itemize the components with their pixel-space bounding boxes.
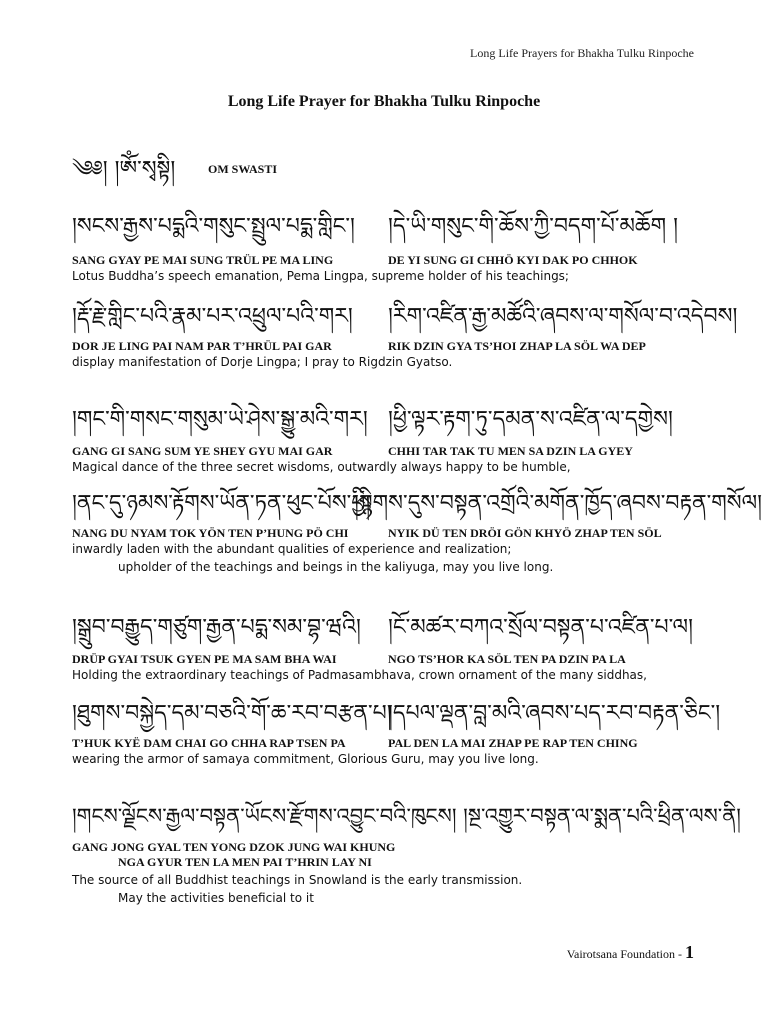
tibetan-right: །དེ་ཡི་གསུང་གི་ཆོས་ཀྱི་བདག་པོ་མཆོག །: [388, 214, 678, 239]
roman-left: DOR JE LING PAI NAM PAR T’HRÜL PAI GAR: [72, 339, 332, 353]
roman-right: NGO TS’HOR KA SÖL TEN PA DZIN PA LA: [388, 652, 626, 666]
tibetan-left: །སངས་རྒྱས་པདྨའི་གསུང་སྤྲུལ་པདྨ་གླིང་།: [72, 214, 355, 239]
roman-left: SANG GYAY PE MAI SUNG TRÜL PE MA LING: [72, 253, 334, 267]
opening-roman: OM SWASTI: [208, 162, 278, 176]
roman-right: RIK DZIN GYA TS’HOI ZHAP LA SÖL WA DEP: [388, 339, 646, 353]
translation-line: upholder of the teachings and beings in the kaliyuga, may you live long.: [118, 560, 554, 574]
tibetan-left: །གང་གི་གསང་གསུམ་ཡེ་ཤེས་སྒྱུ་མའི་གར།: [72, 407, 368, 432]
tibetan-left: །ཐུགས་བསྐྱེད་དམ་བཅའི་གོ་ཆ་རབ་བརྩན་པ།: [72, 701, 392, 726]
page-footer: [567, 942, 694, 963]
running-header: Long Life Prayers for Bhakha Tulku Rinpoche: [470, 46, 694, 60]
roman-left: DRÜP GYAI TSUK GYEN PE MA SAM BHA WAI: [72, 652, 337, 666]
roman-right: DE YI SUNG GI CHHÖ KYI DAK PO CHHOK: [388, 253, 638, 267]
verse-block: [72, 802, 741, 912]
verse-block: [72, 700, 721, 766]
page-title: Long Life Prayer for Bhakha Tulku Rinpoche: [227, 93, 541, 110]
footer-label: Vairotsana Foundation -: [566, 947, 682, 961]
opening-tibetan: ༄༅། །ཨོཾ་སྭསྟི།: [72, 157, 176, 182]
tibetan-left: །སྒྲུབ་བརྒྱུད་གཙུག་རྒྱན་པདྨ་སམ་བྷ་ཝའི།: [72, 615, 361, 640]
roman-left: NANG DU NYAM TOK YÖN TEN P’HUNG PÖ CHI: [72, 526, 349, 540]
verse-block: [72, 303, 738, 369]
verse-block: [72, 614, 712, 682]
roman-left: GANG GI SANG SUM YE SHEY GYU MAI GAR: [72, 444, 333, 458]
tibetan-right: །དཔལ་ལྡན་བླ་མའི་ཞབས་པད་རབ་བརྟན་ཅིང་།: [388, 701, 721, 726]
roman-right: NYIK DÜ TEN DRÖI GÖN KHYÖ ZHAP TEN SÖL: [388, 526, 662, 540]
tibetan-line: །གངས་ལྗོངས་རྒྱལ་བསྟན་ཡོངས་རྫོགས་འབྱུང་བའི་ཁུངས། །སྔ་འགྱུར་བསྟན་ལ་སྨན་པའི་ཕྲིན་ལས་ནི།: [72, 804, 741, 828]
page-number: 1: [685, 942, 694, 962]
roman-right: PAL DEN LA MAI ZHAP PE RAP TEN CHING: [388, 736, 638, 750]
translation-line: Lotus Buddha’s speech emanation, Pema Lingpa, supreme holder of his teachings;: [72, 269, 569, 283]
translation-line: Holding the extraordinary teachings of Padmasambhava, crown ornament of the many siddhas,: [72, 668, 647, 682]
roman-line: NGA GYUR TEN LA MEN PAI T’HRIN LAY NI: [118, 855, 372, 869]
tibetan-right: །ངོ་མཚར་བཀའ་སྲོལ་བསྟན་པ་འཛིན་པ་ལ།: [388, 615, 693, 640]
translation-line: wearing the armor of samaya commitment, Glorious Guru, may you live long.: [72, 752, 539, 766]
roman-line: GANG JONG GYAL TEN YONG DZOK JUNG WAI KHUNG: [72, 840, 396, 854]
translation-line: display manifestation of Dorje Lingpa; I pray to Rigdzin Gyatso.: [72, 355, 453, 369]
tibetan-right: །རིག་འཛིན་རྒྱ་མཚོའི་ཞབས་ལ་གསོལ་བ་འདེབས།: [388, 304, 738, 329]
verse-block: [72, 406, 712, 474]
roman-right: CHHI TAR TAK TU MEN SA DZIN LA GYEY: [388, 444, 633, 458]
translation-line: Magical dance of the three secret wisdoms, outwardly always happy to be humble,: [72, 460, 571, 474]
translation-line: May the activities beneficial to it: [118, 891, 314, 905]
translation-line: inwardly laden with the abundant qualities of experience and realization;: [72, 542, 512, 556]
translation-line: The source of all Buddhist teachings in Snowland is the early transmission.: [72, 873, 523, 887]
tibetan-left: །ནང་དུ་ཉམས་རྟོགས་ཡོན་ཏན་ཕུང་པོས་ཕྱི།: [72, 491, 371, 516]
verse-block: [72, 490, 763, 580]
tibetan-right: །སྙིགས་དུས་བསྟན་འགྲོའི་མགོན་ཁྱོད་ཞབས་བརྟན་གསོལ།: [354, 491, 763, 516]
roman-left: T’HUK KYË DAM CHAI GO CHHA RAP TSEN PA: [72, 736, 346, 750]
tibetan-right: །ཕྱི་ལྟར་རྟག་ཏུ་དམན་ས་འཛིན་ལ་དགྱེས།: [388, 407, 673, 432]
tibetan-left: །རྡོ་རྗེ་གླིང་པའི་རྣམ་པར་འཕྲུལ་པའི་གར།: [72, 304, 353, 329]
verse-block: [72, 213, 712, 283]
